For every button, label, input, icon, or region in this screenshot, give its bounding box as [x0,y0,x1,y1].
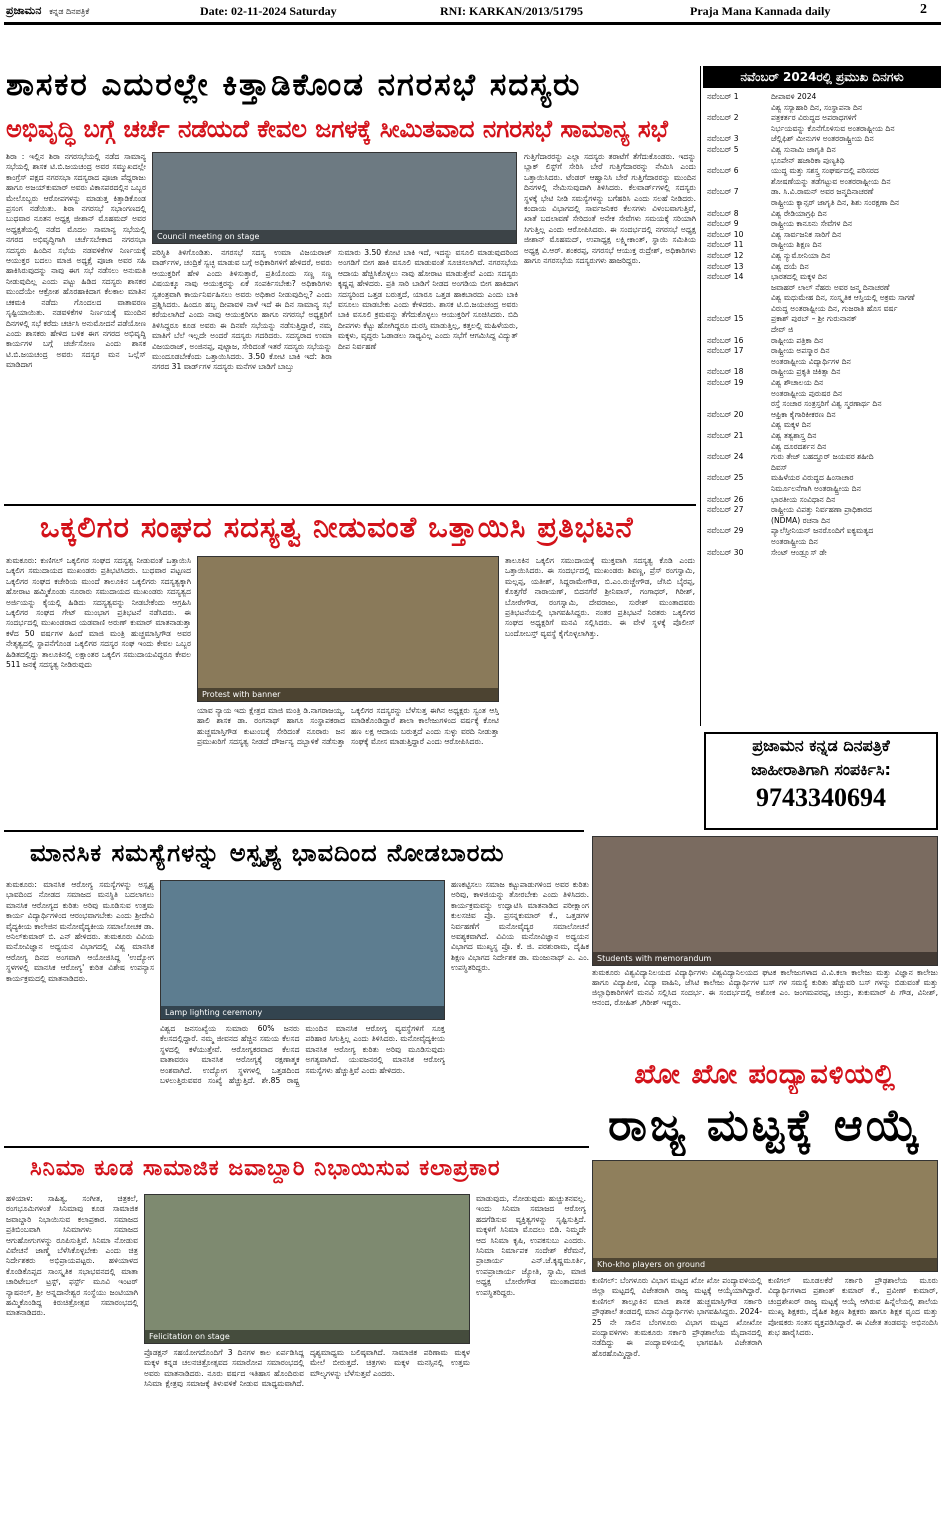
important-day-row [707,219,941,230]
important-day-title: ದೇವ್ ಜಿ [771,325,794,335]
important-day-row [707,262,941,273]
important-day-row [707,314,941,325]
important-day-row [707,484,941,495]
important-day-title: ವಿಶ್ವ ಸುನಾಮಿ ಜಾಗೃತಿ ದಿನ [771,144,836,154]
important-day-title: ಅಂತರಾಷ್ಟ್ರೀಯ ವಿದ್ಯಾರ್ಥಿಗಳ ದಿನ [771,356,851,366]
important-day-title: ನಿರ್ಭಯವನ್ನು ಕೊನೆಗೊಳಿಸುವ ಅಂತರಾಷ್ಟ್ರೀಯ ದಿನ [771,123,895,133]
important-day-row [707,505,941,516]
important-day-row [707,548,941,559]
story1-column-2a: ಪರಿಸ್ಥಿತಿ ತಿಳಿಗೊಂಡಿತು. ನಗರಸಭೆ ಸದಸ್ಯ ಉಮಾ ವಿಜಯರಾಜ್ ವಾರ್ಡ್‌ಗಳ, ಚಂದ್ರಿಕೆ ಸ್ವಚ್ಛ ಮಾಡುವ ಬಗ್ಗೆ ಅಧಿಕಾರಿಗಳಿಗೆ ಹೇಳಿದರೆ, ಅವರು ಆಯುಕ್ತರಿಗೆ ಹೇಳಿ ಎಂದು ತಿಳಿಸುತ್ತಾರೆ, ಪ್ರತಿಯೊಂದು ಸಣ್ಣ ಸಣ್ಣ ವಿಷಯಕ್ಕೂ ನಾವು ಆಯುಕ್ತರನ್ನು ಏಕೆ ಸಂಪರ್ಕಿಸಬೇಕು? ಅಧಿಕಾರಿಗಳು ಸ್ವತಂತ್ರವಾಗಿ ಕಾರ್ಯನಿರ್ವಹಿಸಲು ಅವರು ಅಧಿಕಾರ ನೀಡುವುದಿಲ್ಲ? ಎಂದು ಪ್ರಶ್ನಿಸಿದರು. ಹಿಂದೂ ಹಬ್ಬ ದೀಪಾವಳಿ ನಾಳೆ ಇದೆ ಈ ದಿನ ಸಾಮಾನ್ಯ ಸಭೆ ಕರೆಯಲಾಗಿದೆ ಎಂದು ನಾವು ಆಯುಕ್ತರಿಗೂ ಹಾಗೂ ನಗರಸಭೆ ಅಧ್ಯಕ್ಷರಿಗೆ ತಿಳಿಸಿದ್ದರೂ ಕೂಡ ಅವರು ಈ ದಿನವೇ ಸಭೆಯನ್ನು ನಡೆಸುತ್ತಿದ್ದಾರೆ, ನಮ್ಮ ಮಾತಿಗೆ ಬೆಲೆ ಇಲ್ಲದೇ ಅಂದರೆ ಸದಸ್ಯರು ಗದರಿದರು. ಸದಸ್ಯರಾದ ಉಮಾ ವಿಜಯರಾಜ್, ಅಂಜಿನಪ್ಪ, ಪುಟ್ಟಾಜ, ಸೇರಿದಂತೆ ಇತರೆ ಸದಸ್ಯರು ಸಭೆಯನ್ನು ಮುಂದೂಡಬೇಕೆಂದು ಒತ್ತಾಯಿಸಿದರು. 3.50 ಕೋಟಿ ಬಾಕಿ ಇದೆ: ಶಿರಾ ನಗರದ 31 ವಾರ್ಡ್‌ಗಳ ಸದಸ್ಯರು ಮನೆಗಳ ಬಾಡಿಗೆ ಬಾಬ್ತು [152,248,332,372]
masthead-logo [6,4,156,20]
paper-name: Praja Mana Kannada daily [690,4,831,18]
story3-column-1: ತುಮಕೂರು: ಮಾನಸಿಕ ಆರೋಗ್ಯ ಸಮಸ್ಯೆಗಳನ್ನು ಅಸ್ಪೃಶ್ಯ ಭಾವದಿಂದ ನೋಡದ ಸಮಾಜದ ಮನಸ್ಥಿತಿ ಬದಲಾಗಲು ಮಾನಸಿಕ ಆರೋಗ್ಯದ ಕುರಿತು ಅರಿವು ಮೂಡಿಸುವ ಉತ್ತಮ ಕಾರ್ಯ ವಿದ್ಯಾರ್ಥಿಗಳಿಂದ ಆರಂಭವಾಗಬೇಕು ಎಂದು ಶ್ರೀದೇವಿ ವೈದ್ಯಕೀಯ ಕಾಲೇಜಿನ ಮನೋವೈದ್ಯಕೀಯ ಸಮಾಲೋಚಕ ಡಾ. ಅನಿಲ್‌ಕುಮಾರ್ ಬಿ. ಎನ್ ಹೇಳಿದರು. ತುಮಕೂರು ವಿವಿಯ ಮನೋವಿಜ್ಞಾನ ಅಧ್ಯಯನ ವಿಭಾಗದಲ್ಲಿ ವಿಶ್ವ ಮಾನಸಿಕ ಆರೋಗ್ಯ ದಿನದ ಅಂಗವಾಗಿ ಆಯೋಜಿಸಿದ್ದ 'ಉದ್ಯೋಗ ಸ್ಥಳಗಳಲ್ಲಿ ಮಾನಸಿಕ ಆರೋಗ್ಯ' ಕುರಿತ ವಿಶೇಷ ಉಪನ್ಯಾಸ ಕಾರ್ಯಕ್ರಮದಲ್ಲಿ ಮಾತನಾಡಿದರು. [6,880,154,983]
important-day-title: ನಿರ್ಮೂಲನೆಗಾಗಿ ಅಂತರಾಷ್ಟ್ರೀಯ ದಿನ [771,483,861,493]
important-day-title: ಜೆಲ್ಲಿಫಿಶ್ ಮೀನುಗಳ ಅಂತರರಾಷ್ಟ್ರೀಯ ದಿನ [771,134,874,144]
story2-column-1: ತುಮಕೂರು: ಕುಣಿಗಲ್ ಒಕ್ಕಲಿಗರ ಸಂಘದ ಸದಸ್ಯತ್ವ ನೀಡುವಂತೆ ಒತ್ತಾಯಿಸಿ ಒಕ್ಕಲಿಗ ಸಮುದಾಯದ ಮುಖಂಡರು ಪ್ರತಿಭಟಿಸಿದರು. ಬುಧವಾರ ಪಟ್ಟಣದ ಒಕ್ಕಲಿಗರ ಸಂಘದ ಕಚೇರಿಯ ಮುಂದೆ ತಾಲೂಕಿನ ಒಕ್ಕಲಿಗರು ಸದಸ್ಯತ್ವಕ್ಕಾಗಿ ಹೋರಾಟ ಹಮ್ಮಿಕೊಂಡು ನೂರಾರು ಸಮುದಾಯದ ಮುಖಂಡರು ಸದಸ್ಯತ್ವದ ಅರ್ಜಿಯನ್ನು ಕೈಯಲ್ಲಿ ಹಿಡಿದು ಸದಸ್ಯತ್ವವನ್ನು ನೀಡಬೇಕೆಂದು ಆಗ್ರಹಿಸಿ ಒಕ್ಕಲಿಗರ ಸಂಘದ ಗೇಟ್ ಮುಂಭಾಗ ಪ್ರತಿಭಟನೆ ನಡೆಸಿದರು. ಈ ಸಂದರ್ಭದಲ್ಲಿ ಮುಖಂಡರಾದ ಯಡವಾಣಿ ಅರುಣ್ ಕುಮಾರ್ ಮಾತನಾಡುತ್ತಾ ಕಳೆದ 50 ವರ್ಷಗಳ ಹಿಂದೆ ಮಾಜಿ ಮಂತ್ರಿ ಹುಚ್ಚಮಾಸ್ತಿಗೌಡ ಅವರ ನೇತೃತ್ವದಲ್ಲಿ ಸ್ಥಾಪನೆಗೊಂಡ ಒಕ್ಕಲಿಗರ ಸದಸ್ಯರ ಸಂಘ ಇಂದು ಕೇವಲ ಒಬ್ಬರ ಹಿಡಿತದಲ್ಲಿದ್ದು ತಾಲೂಕಿನಲ್ಲಿ ಲಕ್ಷಾಂತರ ಒಕ್ಕಲಿಗ ಸಮುದಾಯವಿದ್ದರೂ ಕೇವಲ 511 ಜನಕ್ಕೆ ಸದಸ್ಯತ್ವ ನೀಡಿರುವುದು [6,556,191,670]
important-day-row [707,251,941,262]
important-day-title: ಜವಾಹರ್ ಲಾಲ್ ನೆಹರು ಅವರ ಜನ್ಮ ದಿನಾಚರಣೆ [771,282,890,292]
important-day-title: ವಿಶ್ವ ಶೌಚಾಲಯ ದಿನ [771,378,824,388]
important-day-date [707,389,771,400]
story5-photo [592,836,938,966]
advert-line-2: ಜಾಹೀರಾತಿಗಾಗಿ ಸಂಪರ್ಕಿಸಿ: [751,760,891,779]
important-day-row [707,92,941,103]
important-day-date [707,124,771,135]
important-day-date: ನವೆಂಬರ್ 6 [707,166,739,176]
story5-photo-label: Students with memorandum [593,952,937,965]
important-day-date: ನವೆಂಬರ್ 16 [707,335,744,345]
important-day-title: ರಾಷ್ಟ್ರೀಯ ಅಪಸ್ಮಾರ ದಿನ [771,346,830,356]
important-day-title: ಭಾರತೀಯ ಸಂವಿಧಾನ ದಿನ [771,494,836,504]
story2-column-3: ತಾಲೂಕಿನ ಒಕ್ಕಲಿಗ ಸಮುದಾಯಕ್ಕೆ ಮುಕ್ತವಾಗಿ ಸದಸ್ಯತ್ವ ಕೊಡಿ ಎಂದು ಒತ್ತಾಯಿಸಿದರು. ಈ ಸಂದರ್ಭದಲ್ಲಿ ಮುಖಂಡರು ಶಿವಣ್ಣ, ಪ್ರೆಸ್ ರಂಗಸ್ವಾಮಿ, ಮಲ್ಲಪ್ಪ, ಯತೀಶ್, ಸಿದ್ದರಾಮೇಗೌಡ, ಬಿ.ಎಂ.ರುಚ್ಚೇಗೌಡ, ಜೆಸಿಬಿ ಬೈರಪ್ಪ, ಕೊತ್ತಗೆರೆ ನಾರಾಯಣ್, ಬಿದನಗೆರೆ ಶ್ರೀನಿವಾಸ್, ಗಂಗಾಧರ್, ಗಿರೀಶ್, ಬೋರೇಗೌಡ, ರಂಗಸ್ವಾಮಿ, ದೇವರಾಜು, ಸುರೇಶ್ ಮುಂತಾದವರು ಪ್ರತಿಭಟನೆಯಲ್ಲಿ ಭಾಗವಹಿಸಿದ್ದರು. ನಂತರ ಪ್ರತಿಭಟನೆ ನಿರತರು ಒಕ್ಕಲಿಗರ ಸಂಘದ ಅಧ್ಯಕ್ಷರಿಗೆ ಮನವಿ ಸಲ್ಲಿಸಿದರು. ಈ ವೇಳೆ ಸ್ಥಳಕ್ಕೆ ಪೊಲೀಸ್ ಬಂದೋಬಸ್ತ್ ವ್ಯವಸ್ಥೆ ಕೈಗೊಳ್ಳಲಾಗಿತ್ತು. [505,556,695,638]
important-day-row [707,346,941,357]
important-day-date [707,304,771,315]
important-day-title: ವಿಶ್ವ ಸಸ್ಯಾಹಾರಿ ದಿನ, ಸಂಸ್ಥಾಪನಾ ದಿನ [771,102,863,112]
important-day-row [707,516,941,527]
story5-caption: ತುಮಕೂರು ವಿಶ್ವವಿದ್ಯಾನಿಲಯದ ವಿದ್ಯಾರ್ಥಿಗಳು ವಿಶ್ವವಿದ್ಯಾನಿಲಯದ ಘಟಕ ಕಾಲೇಜುಗಳಾದ ವಿ.ವಿ.ಕಲಾ ಕಾಲೇಜು ಮತ್ತು ವಿಜ್ಞಾನ ಕಾಲೇಜು ಹಾಗೂ ವಿದ್ಯಾಪೀಠ, ವಿದ್ಯಾ ವಾಹಿನಿ, ಜೆಸಿಟಿ ಕಾಲೇಜು ವಿದ್ಯಾರ್ಥಿಗಳ ಬಸ್ ಗಳ ಸಮಸ್ಯೆ ಕುರಿತು ಹೆಚ್ಚುವರಿ ಬಸ್ ಗಳನ್ನು ಬಿಡುವಂತೆ ಮತ್ತು ಜಿಲ್ಲಾಧಿಕಾರಿಗಳಿಗೆ ಮನವಿ ಸಲ್ಲಿಸಿದ ಸಂದರ್ಭ. ಈ ಸಂದರ್ಭದಲ್ಲಿ ಅಶೋಕ ಎಂ. ಜಂಗಮಪರಪ್ಪ, ಚಂದ್ರು, ತುಕುಮಾರ್ ಪಿ ಗೌಡ, ವಿನೀಶ್, ಆನಂದ, ರೋಹಿತ್ ,ಗಿರೀಶ್ ಇದ್ದರು. [592,968,938,1007]
important-day-date: ನವೆಂಬರ್ 10 [707,229,744,239]
important-day-title: ಪ್ಯಾಲೆಸ್ತೀನಿಯನ್ ಜನರೊಂದಿಗೆ ಐಕ್ಯಮತ್ಯದ [771,526,874,536]
story2-headline: ಒಕ್ಕಲಿಗರ ಸಂಘದ ಸದಸ್ಯತ್ವ ನೀಡುವಂತೆ ಒತ್ತಾಯಿಸಿ ಪ್ರತಿಭಟನೆ [40,510,634,544]
important-day-date [707,420,771,431]
important-day-title: ಅಂತರಾಷ್ಟ್ರೀಯ ದಿನ [771,536,818,546]
story4-headline: ಸಿನಿಮಾ ಕೂಡ ಸಾಮಾಜಿಕ ಜವಾಬ್ದಾರಿ ನಿಭಾಯಿಸುವ ಕಲಾಪ್ರಕಾರ [30,1156,501,1181]
story3-photo-label: Lamp lighting ceremony [161,1006,444,1019]
story4-column-2: ಪ್ರೊಡಕ್ಷನ್ ಸಹಯೋಗದೊಂದಿಗೆ 3 ದಿನಗಳ ಕಾಲ ಏರ್ಪಡಿಸಿದ್ದ ಮಕ್ಕಳ ಕನ್ನಡ ಚಲನಚಿತ್ರೋತ್ಸವದ ಸಮಾರೋಪ ಸಮಾರಂಭದಲ್ಲಿ ಅವರು ಮಾತನಾಡಿದರು. ನೂರು ವರ್ಷದ ಇತಿಹಾಸ ಹೊಂದಿರುವ ಸಿನಿಮಾ ಕ್ಷೇತ್ರವು ಸಮಾಜಕ್ಕೆ ತಿಳುವಳಿಕೆ ನೀಡುವ ಮಾಧ್ಯಮವಾಗಿದೆ. ದೃಶ್ಯಮಾಧ್ಯಮ ಬಲಿಷ್ಠವಾಗಿದೆ. ಸಾಮಾಜಿಕ ಪರಿಣಾಮ ಮಕ್ಕಳ ಮೇಲೆ ಬೀರುತ್ತದೆ. ಚಿತ್ರಗಳು ಮಕ್ಕಳ ಮನಸ್ಸಿನಲ್ಲಿ ಉತ್ತಮ ಮೌಲ್ಯಗಳನ್ನು ಬೆಳೆಸುತ್ತವೆ ಎಂದರು. [144,1348,470,1389]
important-day-date [707,516,771,527]
important-day-title: ಭೂಪೇನ್ ಹಜಾರಿಕಾ ಪುಣ್ಯತಿಥಿ [771,155,845,165]
important-day-row [707,304,941,315]
important-day-row [707,230,941,241]
important-day-row [707,272,941,283]
important-day-row [707,357,941,368]
story1-headline: ಶಾಸಕರ ಎದುರಲ್ಲೇ ಕಿತ್ತಾಡಿಕೊಂಡ ನಗರಸಭೆ ಸದಸ್ಯರು [6,68,582,103]
important-day-row [707,177,941,188]
story4-photo [144,1194,470,1344]
important-day-date [707,357,771,368]
issue-date: Date: 02-11-2024 Saturday [200,4,337,18]
important-day-date: ನವೆಂಬರ್ 27 [707,505,744,515]
important-day-date: ನವೆಂಬರ್ 21 [707,431,744,440]
important-day-date: ನವೆಂಬರ್ 12 [707,250,744,260]
important-day-title: ಆಫ್ರಿಕಾ ಕೈಗಾರಿಕೀಕರಣ ದಿನ [771,409,836,419]
important-day-date [707,399,771,410]
important-day-title: ಯುದ್ಧ ಮತ್ತು ಸಶಸ್ತ್ರ ಸಂಘರ್ಷದಲ್ಲಿ ಪರಿಸರದ [771,166,879,176]
important-day-date: ನವೆಂಬರ್ 30 [707,547,744,557]
important-day-row [707,166,941,177]
important-day-date: ನವೆಂಬರ್ 29 [707,526,744,536]
story2-photo-label: Protest with banner [198,688,498,701]
important-day-title: ವಿಶ್ವ ದಯೆ ದಿನ [771,261,809,271]
important-day-date: ನವೆಂಬರ್ 24 [707,452,744,462]
important-day-title: ಅಂತರಾಷ್ಟ್ರೀಯ ಪುರುಷರ ದಿನ [771,388,843,398]
important-day-title: ರಾಷ್ಟ್ರೀಯ ಶಿಕ್ಷಣ ದಿನ [771,240,822,250]
story2-column-2: ಯಾವ ನ್ಯಾಯ ಇದು ಕ್ಷೇತ್ರದ ಮಾಜಿ ಮಂತ್ರಿ ಡಿ.ನಾಗರಾಜಯ್ಯ, ಹಾಲಿ ಶಾಸಕ ಡಾ. ರಂಗನಾಥ್ ಹಾಗೂ ಸಂಸ್ಥಾಪಕರಾದ ಹುಚ್ಚಮಾಸ್ತಿಗೌಡ ಕುಟುಂಬಕ್ಕೆ ಸೇರಿದಂತೆ ನೂರಾರು ಜನ ಪ್ರಮುಖರಿಗೆ ಸದಸ್ಯತ್ವ ನೀಡದೆ ದೌರ್ಜನ್ಯ ದಬ್ಬಾಳಿಕೆ ನಡೆಸುತ್ತಾ ಒಕ್ಕಲಿಗರ ಸದಸ್ಯರನ್ನು ಬೆಳೆಸುತ್ತ ಈಗಿನ ಅಧ್ಯಕ್ಷರು ಸ್ವಂತ ಆಸ್ತಿ ಮಾಡಿಕೊಂಡಿದ್ದಾರೆ ಶಾಲಾ ಕಾಲೇಜುಗಳಿಂದ ವರ್ಷಕ್ಕೆ ಕೋಟಿ ಹಣ ಲಕ್ಷ ಆದಾಯ ಬರುತ್ತದೆ ಎಂದು ಸುಳ್ಳು ವರದಿ ನೀಡುತ್ತಾ ಸಂಘಕ್ಕೆ ಮೋಸ ಮಾಡುತ್ತಿದ್ದಾರೆ ಎಂದು ಆರೋಪಿಸಿದರು. [197,706,499,747]
important-day-row [707,134,941,145]
important-day-row [707,293,941,304]
story6-headline-line1: ಖೋ ಖೋ ಪಂದ್ಯಾವಳಿಯಲ್ಲಿ [634,1059,896,1090]
important-day-row [707,431,941,442]
important-day-row [707,145,941,156]
important-day-date: ನವೆಂಬರ್ 7 [707,187,739,197]
important-day-title: ಸೇಂಟ್ ಆಂಡ್ರ್ಯೂಸ್ ಡೇ [771,547,827,557]
important-day-title: ಗುರು ತೇಜ್ ಬಹದ್ದೂರ್ ಜಯವರ ಶಹೀದಿ [771,452,874,462]
important-day-date [707,177,771,188]
important-day-date [707,325,771,336]
important-day-title: ವಿಶ್ವ ಮಧುಮೇಹ ದಿನ, ಸಂಸ್ಕೃತಿಕ ಆಸ್ತಿಯಲ್ಲಿ ಅಕ್ರಮ ಸಾಗಣೆ [771,293,915,303]
important-day-title: ಮಹಿಳೆಯರ ವಿರುದ್ಧದ ಹಿಂಸಾಚಾರ [771,473,854,483]
logo-text: ಪ್ರಜಾಮನ [6,4,42,17]
important-day-row [707,420,941,431]
important-day-row [707,283,941,294]
masthead [0,0,945,66]
page-number: 2 [920,2,927,17]
rni-number: RNI: KARKAN/2013/51795 [440,4,583,18]
important-day-date: ನವೆಂಬರ್ 26 [707,494,744,504]
important-day-row [707,240,941,251]
story1-subheadline: ಅಭಿವೃದ್ಧಿ ಬಗ್ಗೆ ಚರ್ಚೆ ನಡೆಯದೆ ಕೇವಲ ಜಗಳಕ್ಕೆ ಸೀಮಿತವಾದ ನಗರಸಭೆ ಸಾಮಾನ್ಯ ಸಭೆ [6,115,668,143]
important-day-title: ದಿವಸ್ [771,462,788,472]
important-day-row [707,442,941,453]
story1-photo-label: Council meeting on stage [153,230,516,243]
divider [4,830,584,832]
important-day-row [707,336,941,347]
important-day-row [707,156,941,167]
important-day-row [707,103,941,114]
important-day-title: ರಾಷ್ಟ್ರೀಯ ಕಾನೂನು ಸೇವೆಗಳ ದಿನ [771,219,853,229]
important-day-date [707,156,771,167]
important-day-title: ವಿಶ್ವ ಮಕ್ಕಳ ದಿನ [771,420,811,430]
important-day-row [707,187,941,198]
important-day-date: ನವೆಂಬರ್ 25 [707,473,744,483]
important-day-date: ನವೆಂಬರ್ 11 [707,240,744,250]
important-day-date [707,463,771,474]
important-day-row [707,367,941,378]
story6-headline-line2: ರಾಜ್ಯ ಮಟ್ಟಕ್ಕೆ ಆಯ್ಕೆ [608,1100,922,1151]
important-day-title: ಭಾರತದಲ್ಲಿ ಮಕ್ಕಳ ದಿನ [771,272,827,282]
important-day-title: ವಿಶ್ವ ಸಾರ್ವಜನಿಕ ಸಾರಿಗೆ ದಿನ [771,229,842,239]
important-day-title: (NDMA) ರಚನಾ ದಿನ [771,515,831,525]
story1-column-1: ಶಿರಾ : ಇಲ್ಲಿನ ಶಿರಾ ನಗರಸಭೆಯಲ್ಲಿ ನಡೆದ ಸಾಮಾನ್ಯ ಸಭೆಯಲ್ಲಿ ಶಾಸಕ ಟಿ.ಬಿ.ಜಯಚಂದ್ರ ಅವರ ಸಮ್ಮುಖದಲ್ಲೇ ಕಾಂಗ್ರೆಸ್ ಪಕ್ಷದ ನಗರಸಭಾ ಸದಸ್ಯರಾದ ಪೂಜಾ ಪೆದ್ದರಾಜು ಹಾಗೂ ಅಜಯ್‌ಕುಮಾರ್ ಅವರು ವಿಕಾಸಪರದಲ್ಲಿನ ಒಬ್ಬರ ಮೇಲೊಬ್ಬರು ಆರೋಪಗಳನ್ನು ಮಾಡುತ್ತ ಕಿತ್ತಾಡಿಕೊಂಡ ಪ್ರಸಂಗ ನಡೆಯಿತು. ಶಿರಾ ನಗರಸಭೆ ಸಭಾಂಗಣದಲ್ಲಿ ಬುಧವಾರ ನೂತನ ಅಧ್ಯಕ್ಷ ಜೀಶಾನ್ ಮೊಹಮದ್ ಅವರ ಅಧ್ಯಕ್ಷತೆಯಲ್ಲಿ ನಡೆದ ಮೊದಲ ಸಾಮಾನ್ಯ ಸಭೆಯಲ್ಲಿ ನಗರದ ಅಭಿವೃದ್ಧಿಗಾಗಿ ಚರ್ಚೆಸಬೇಕಾದ ನಗರಸಭಾ ಸದಸ್ಯರು ಹಿಂದಿನ ಸಭೆಯ ನಡವಳಿಕೆಗಳ ನಿರ್ಣಯಕ್ಕೆ ಆಯುಕ್ತರ ಬದಲು ಮಾಜಿ ಅಧ್ಯಕ್ಷೆ ಪೂಜಾ ಅವರ ಸಹಿ ಹಾಕಿಸಿರುವುದನ್ನು ನಾವು ಈಗ ಸಭೆ ನಡೆಸಲು ಅನುಮತಿ ನೀಡುವುದಿಲ್ಲ ಎಂದು ಪಟ್ಟು ಹಿಡಿದ ಸದಸ್ಯರು ಶಾಸಕರ ಮುಂದೆಯೇ ಆಕ್ರೋಶ ಹೊರಹಾಕಿದಾಗ ಕೆಲಕಾಲ ಮಾತಿನ ಚಕಮಕಿ ನಡೆದು ಗೊಂದಲದ ವಾತಾವರಣ ಸೃಷ್ಟಿಯಾಯಿತು. ನಡವಳಿಕೆಗಳ ನಿರ್ಣಯಕ್ಕೆ ಮುಂದಿನ ದಿನಗಳಲ್ಲಿ ಸಭೆ ಕರೆದು ಚರ್ಚಿಸಿ ಅನುಮೋದನೆ ಪಡೆಯೋಣ ಎಂದು ಶಾಸಕರು ಹೇಳಿದ ಬಳಿಕ ಈಗ ನಗರದ ಅಭಿವೃದ್ಧಿ ಕಾರ್ಯಗಳ ಬಗ್ಗೆ ಚರ್ಚೆಸೋಣ ಎಂದು ಶಾಸಕ ಟಿ.ಬಿ.ಜಯಚಂದ್ರ ಅವರು ಸದಸ್ಯರ ಮನ ಒಲ್ಲೆಸ್ ಮಾಡಿದಾಗ [6,152,146,370]
important-day-row [707,473,941,484]
important-day-row [707,526,941,537]
story3-column-2: ವಿಶ್ವದ ಜನಸಂಖ್ಯೆಯ ಸುಮಾರು 60% ಜನರು ಕೆಲಸದಲ್ಲಿದ್ದಾರೆ. ನಮ್ಮ ಜೀವನದ ಹೆಚ್ಚಿನ ಸಮಯ ಕೆಲಸದ ಸ್ಥಳದಲ್ಲಿ ಕಳೆಯುತ್ತೇವೆ. ಆರೋಗ್ಯಕರವಾದ ಕೆಲಸದ ವಾತಾವರಣ ಮಾನಸಿಕ ಆರೋಗ್ಯಕ್ಕೆ ರಕ್ಷಣಾತ್ಮಕ ಅಂಶವಾಗಿದೆ. ಉದ್ಯೋಗ ಸ್ಥಳಗಳಲ್ಲಿ ಒತ್ತಡದಿಂದ ಬಳಲುತ್ತಿರುವವರ ಸಂಖ್ಯೆ ಹೆಚ್ಚುತ್ತಿದೆ. ಶೇ.85 ರಾಷ್ಟ್ರ ಮುಂದಿನ ಮಾನಸಿಕ ಆರೋಗ್ಯ ವ್ಯವಸ್ಥೆಗಳಿಗೆ ಸೂಕ್ತ ಪರಿಹಾರ ಸಿಗುತ್ತಿಲ್ಲ ಎಂದು ತಿಳಿಸಿದರು. ಮನೋವೈದ್ಯಕೀಯ ಮಾನಸಿಕ ಆರೋಗ್ಯ ಕುರಿತು ಅರಿವು ಮೂಡಿಸುವುದು ಅಗತ್ಯವಾಗಿದೆ. ಯುವಜನರಲ್ಲಿ ಮಾನಸಿಕ ಆರೋಗ್ಯ ಸಮಸ್ಯೆಗಳು ಹೆಚ್ಚುತ್ತಿವೆ ಎಂದು ಹೇಳಿದರು. [160,1024,445,1086]
important-day-date [707,283,771,294]
important-day-title: ಶೋಷಣೆಯನ್ನು ತಡೆಗಟ್ಟುವ ಅಂತರರಾಷ್ಟ್ರೀಯ ದಿನ [771,176,891,186]
important-day-date: ನವೆಂಬರ್ 14 [707,272,744,282]
story4-photo-label: Felicitation on stage [145,1330,469,1343]
story4-column-3: ಮಾಡುವುದು, ನೋಡುವುದು ಹುಚ್ಚುತನವಲ್ಲ. ಇಂದು ಸಿನಿಮಾ ಸಮಾಜದ ಆರೋಗ್ಯ ಹದಗೆಡಿಸುವ ವ್ಯಕ್ತಿತ್ವಗಳನ್ನು ಸೃಷ್ಟಿಸುತ್ತಿದೆ. ಮಕ್ಕಳಿಗೆ ಸಿನಿಮಾ ಮೊದಲು ಬಿಡಿ. ನಿಮ್ಮದೇ ಆದ ಸಿನಿಮಾ ಕೃಷಿ, ಉಪಕಸುಬು ಎಂದರು. ಸಿನಿಮಾ ನಿರ್ಮಾಪಕ ಸಂದೇಶ್ ಕೆರೆಮನೆ, ಪ್ರಾಚಾರ್ಯ ಎನ್.ಜೆ.ಕೃಷ್ಣಮೂರ್ತಿ, ಉಪಪ್ರಾಚಾರ್ಯ ಜ್ಯೋತಿ, ಸ್ವಾಮಿ, ಮಾಜಿ ಅಧ್ಯಕ್ಷ ಬೋರೇಗೌಡ ಮುಂತಾದವರು ಉಪಸ್ಥಿತರಿದ್ದರು. [476,1194,586,1297]
important-day-date: ನವೆಂಬರ್ 8 [707,208,739,218]
important-day-date [707,537,771,548]
important-day-row [707,410,941,421]
important-day-row [707,124,941,135]
story1-photo [152,152,517,244]
important-days-list [707,92,941,722]
important-day-title: ರಾಷ್ಟ್ರೀಯ ಪತ್ರಿಕಾ ದಿನ [771,335,824,345]
important-day-date: ನವೆಂಬರ್ 3 [707,134,739,144]
story3-column-3: ಹಣಕಟ್ಟಿಸಲು ಸಮಾಜ ಕಟ್ಟುಪಾಡುಗಳಿಂದ ಅವರ ಕುರಿತು ಅರಿವು, ಕಾಳಜಿಯನ್ನು ತೋರಬೇಕು ಎಂದು ತಿಳಿಸಿದರು. ಕಾರ್ಯಕ್ರಮವನ್ನು ಉದ್ಘಾಟಿಸಿ ಮಾತನಾಡಿದ ಪರೀಕ್ಷಾಂಗ ಕುಲಸಚಿವ ಪ್ರೊ. ಪ್ರಸನ್ನಕುಮಾರ್ ಕೆ., ಒತ್ತಡಗಳ ನಿರ್ವಹಣೆಗೆ ಮನೋವೈದ್ಯರ ಸಮಾಲೋಚನೆ ಅವಶ್ಯಕವಾಗಿದೆ. ವಿವಿಯ ಮನೋವಿಜ್ಞಾನ ಅಧ್ಯಯನ ವಿಭಾಗದ ಮುಖ್ಯಸ್ಥ ಪ್ರೊ. ಕೆ. ಜಿ. ಪರಶುರಾಮ, ದೈಹಿಕ ಶಿಕ್ಷಣ ವಿಭಾಗದ ನಿರ್ದೇಶಕ ಡಾ. ಮಂಜುನಾಥ್ ಎ. ಎಂ. ಉಪಸ್ಥಿತರಿದ್ದರು. [451,880,589,973]
important-day-date: ನವೆಂಬರ್ 20 [707,409,744,419]
important-days-title: ನವೆಂಬರ್ 2024ರಲ್ಲಿ ಪ್ರಮುಖ ದಿನಗಳು [703,66,941,88]
story3-photo [160,880,445,1020]
important-day-title: ವಿಶ್ವ ತತ್ವಶಾಸ್ತ್ರ ದಿನ [771,431,817,440]
story1-column-3: ಗುತ್ತಿಗೆದಾರರನ್ನು ಎಲ್ಲಾ ಸದಸ್ಯರು ತರಾಟೆಗೆ ತೆಗೆದುಕೊಂಡರು. ಇದನ್ನು ಬ್ಲಾಕ್ ಲಿಸ್ಟ್‌ಗೆ ಸೇರಿಸಿ ಬೇರೆ ಗುತ್ತಿಗೆದಾರರನ್ನು ನೇಮಿಸಿ ಎಂದು ಒತ್ತಾಯಿಸಿದರು. ಟೆಂಡರ್ ಆಹ್ವಾನಿಸಿ ಬೇರೆ ಗುತ್ತಿಗೆದಾರರನ್ನು ಮುಂದಿನ ದಿನಗಳಲ್ಲಿ ನೇಮಿಸುವುದಾಗಿ ತಿಳಿಸಿದರು. ಕೆಲವಾರ್ಡ್‌ಗಳಲ್ಲಿ ಸದಸ್ಯರು ಸ್ಥಳಕ್ಕೆ ಭೇಟಿ ನೀಡಿ ಸಮಸ್ಯೆಗಳನ್ನು ಬಗೆಹರಿಸಿ ಎಂದು ಸಲಹೆ ನೀಡಿದರು. ಕಂದಾಯ ವಿಭಾಗದಲ್ಲಿ ಸಾರ್ವಜನಿಕರ ಕೆಲಸಗಳು ವಿಳಂಬವಾಗುತ್ತಿವೆ, ಖಾತೆ ಬದಲಾವಣೆ ಸೇರಿದಂತೆ ಅನೇಕ ಸೇವೆಗಳು ಸಮಯಕ್ಕೆ ಸರಿಯಾಗಿ ಸಿಗುತ್ತಿಲ್ಲ ಎಂದು ಆರೋಪಿಸಿದರು. ಈ ಸಂದರ್ಭದಲ್ಲಿ ನಗರಸಭೆ ಅಧ್ಯಕ್ಷ ಜೀಶಾನ್ ಮೊಹಮದ್, ಉಪಾಧ್ಯಕ್ಷ ಲಕ್ಷ್ಮೀಕಾಂತ್, ಸ್ಥಾಯಿ ಸಮಿತಿಯ ಅಧ್ಯಕ್ಷ ವಿ.ಆರ್. ಶಂಕರಪ್ಪ, ನಗರಸಭೆ ಆಯುಕ್ತ ರುದ್ರೇಶ್, ಅಧಿಕಾರಿಗಳು ಹಾಗೂ ನಗರಸಭೆಯ ಸದಸ್ಯರುಗಳು ಹಾಜರಿದ್ದರು. [524,152,696,266]
masthead-tagline: ಕನ್ನಡ ದಿನಪತ್ರಿಕೆ [49,7,90,16]
important-day-row [707,463,941,474]
important-day-date [707,293,771,304]
important-day-date: ನವೆಂಬರ್ 5 [707,144,739,154]
story2-photo [197,556,499,702]
important-day-title: ರಾಷ್ಟ್ರೀಯ ಪ್ರಕೃತಿ ಚಿಕಿತ್ಸಾ ದಿನ [771,367,841,377]
important-day-title: ದೀಪಾವಳಿ 2024 [771,92,817,101]
advert-box [704,732,938,830]
important-day-title: ಪತ್ರಕರ್ತರ ವಿರುದ್ಧದ ಅಪರಾಧಗಳಿಗೆ [771,113,857,123]
important-day-row [707,325,941,336]
important-day-row [707,209,941,220]
story6-column-2: ಕುಣಿಗಲ್ ಮೂಡಲಕೆರೆ ಸರ್ಕಾರಿ ಪ್ರೌಢಶಾಲೆಯ ಮೂರು ವಿದ್ಯಾರ್ಥಿಗಳಾದ ಪ್ರಶಾಂತ್ ಕುಮಾರ್ ಕೆ., ಪ್ರವೀಣ್ ಕುಮಾರ್, ಚಂದ್ರಶೇಖರ್ ರಾಜ್ಯ ಮಟ್ಟಕ್ಕೆ ಆಯ್ಕೆ ಆಗಿರುವ ಹಿನ್ನೆಲೆಯಲ್ಲಿ ಶಾಲೆಯ ಮುಖ್ಯ ಶಿಕ್ಷಕರು, ದೈಹಿಕ ಶಿಕ್ಷಣ ಶಿಕ್ಷಕರು ಹಾಗೂ ಶಿಕ್ಷಕ ವೃಂದ ಮತ್ತು ಪೋಷಕರು ಸಂತಸ ವ್ಯಕ್ತಪಡಿಸಿದ್ದಾರೆ. ಈ ವಿಜೇತ ತಂಡವನ್ನು ಅಭಿನಂದಿಸಿ ಶುಭ ಹಾರೈಸಿದರು. [768,1276,938,1338]
important-day-date: ನವೆಂಬರ್ 19 [707,378,744,388]
story4-column-1: ಹಳಿಯಾಳ: ಸಾಹಿತ್ಯ, ಸಂಗೀತ, ಚಿತ್ರಕಲೆ, ರಂಗಭೂಮಿಗಳಂತೆ ಸಿನಿಮಾವು ಕೂಡ ಸಾಮಾಜಿಕ ಜವಾಬ್ದಾರಿ ನಿಭಾಯಿಸುವ ಕಲಾಪ್ರಕಾರ. ಸಮಾಜದ ಪ್ರತಿಬಿಂಬವಾಗಿ ಸಿನಿಮಾಗಳು ಸಮಾಜದ ಆಗುಹೋಗುಗಳನ್ನು ರೂಪಿಸುತ್ತಿವೆ. ಸಿನಿಮಾ ನೋಡುವ ವಿವೇಚನೆ ಜಾಣ್ಮೆ ಬೆಳೆಸಿಕೊಳ್ಳಬೇಕು ಎಂದು ಚಿತ್ರ ನಿರ್ದೇಶಕರು ಅಭಿಪ್ರಾಯಪಟ್ಟರು. ಹಳಿಯಾಳದ ಕೊಂಡಿಕೊಪ್ಪದ ಸಾಂಸ್ಕೃತಿಕ ಸಭಾಭವನದಲ್ಲಿ ಮಾತಾ ಚಾರಿಟೇಬಲ್ ಟ್ರಸ್ಟ್, ಫರ್ಸ್ಟ್ ಮೂವಿ ಇಂಟರ್ ನ್ಯಾಷನಲ್, ಶ್ರೀ ಅನ್ನದಾನೇಶ್ವರ ಸಂಸ್ಥೆಯು ಜಂಟಿಯಾಗಿ ಹಮ್ಮಿಕೊಂಡಿದ್ದ ಕಿರುಚಿತ್ರೋತ್ಸವ ಸಮಾರಂಭದಲ್ಲಿ ಮಾತನಾಡಿದರು. [6,1194,138,1318]
important-day-date: ನವೆಂಬರ್ 2 [707,113,739,123]
important-day-date: ನವೆಂಬರ್ 15 [707,314,744,324]
important-day-date [707,103,771,114]
important-day-date: ನವೆಂಬರ್ 17 [707,346,744,356]
divider [4,1146,589,1148]
important-day-title: ರಸ್ತೆ ಸಂಚಾರ ಸಂತ್ರಸ್ತರಿಗೆ ವಿಶ್ವ ಸ್ಮರಣಾರ್ಥ ದಿನ [771,399,882,409]
important-day-title: ಪ್ರಕಾಶ್ ಪುರಬ್ – ಶ್ರೀ ಗುರುನಾನಕ್ [771,314,857,324]
important-day-row [707,537,941,548]
story6-photo-label: Kho-kho players on ground [593,1258,937,1271]
important-day-row [707,113,941,124]
important-day-title: ರಾಷ್ಟ್ರೀಯ ಕ್ಯಾನ್ಸರ್ ಜಾಗೃತಿ ದಿನ, ಶಿಶು ಸಂರಕ್ಷಣಾ ದಿನ [771,197,900,207]
important-day-title: ವಿಶ್ವ ರೇಡಿಯಾಗ್ರಫಿ ದಿನ [771,208,827,218]
important-day-date [707,484,771,495]
important-day-date: ನವೆಂಬರ್ 13 [707,261,744,271]
important-day-date [707,442,771,453]
important-day-title: ರಾಷ್ಟ್ರೀಯ ವಿಪತ್ತು ನಿರ್ವಹಣಾ ಪ್ರಾಧಿಕಾರದ [771,505,873,515]
story1-column-2b: ಸುಮಾರು 3.50 ಕೋಟಿ ಬಾಕಿ ಇದೆ, ಇದನ್ನು ವಸೂಲಿ ಮಾಡುವುದರಿಂದ ಅಂಗಡಿಗೆ ಬೀಗ ಹಾಕಿ ವಸೂಲಿ ಮಾಡುವಂತೆ ಸೂಚಿಸಲಾಗಿದೆ. ನಗರಸಭೆಯ ಆದಾಯ ಹೆಚ್ಚಿಸಿಕೊಳ್ಳಲು ನಾವು ಹೋರಾಟ ಮಾಡುತ್ತೇವೆ ಎಂದು ಸದಸ್ಯರು ಕೃಷ್ಣಪ್ಪ ಹೇಳಿದರು. ಪ್ರತಿ ಸಾರಿ ಬಾಡಿಗೆ ನೀಡದ ಅಂಗಡಿಯ ಬೀಗ ಹಾಕಿದಾಗ ಸದಸ್ಯರಿಂದ ಒತ್ತಡ ಬರುತ್ತದೆ, ಯಾರೂ ಒತ್ತಡ ಹಾಕಬಾರದು ಎಂದು ಬಾಕಿ ವಸೂಲು ಮಾಡಬೇಕು ಎಂದು ಕೇಳಿದರು. ಶಾಸಕ ಟಿ.ಬಿ.ಜಯಚಂದ್ರ ಅವರು ಬಾಕಿ ವಸೂಲಿ ಕ್ರಮವನ್ನು ತೆಗೆದುಕೊಳ್ಳಲು ಆಯುಕ್ತರಿಗೆ ಸೂಚಿಸಿದರು. ಬಿದಿ ದೀಪಗಳು ಕೆಟ್ಟು ಹೋಗಿದ್ದರೂ ದುರಸ್ತಿ ಮಾಡುತ್ತಿಲ್ಲ, ಕತ್ತಲಲ್ಲಿ ಮಹಿಳೆಯರು, ಮಕ್ಕಳು, ವೃದ್ಧರು ಓಡಾಡಲು ಸಾಧ್ಯವಿಲ್ಲ ಎಂದು ಸಭೆಗೆ ಆಗಮಿಸಿದ್ದ ವಿದ್ಯುತ್ ದೀಪ ನಿರ್ವಹಣೆ [338,248,518,351]
important-day-row [707,389,941,400]
important-days-panel [700,66,942,726]
advert-line-1: ಪ್ರಜಾಮನ ಕನ್ನಡ ದಿನಪತ್ರಿಕೆ [752,736,890,755]
important-day-row [707,452,941,463]
important-day-title: ಡಾ. ಸಿ.ವಿ.ರಾಮನ್ ಅವರ ಜನ್ಮದಿನಾಚರಣೆ [771,187,874,197]
divider [4,504,696,506]
masthead-rule [4,22,941,25]
story6-photo [592,1160,938,1272]
advert-phone: 9743340694 [756,783,886,812]
important-day-title: ವಿಶ್ವ ದೂರದರ್ಶನ ದಿನ [771,441,827,451]
important-day-row [707,399,941,410]
important-day-date: ನವೆಂಬರ್ 18 [707,367,744,377]
important-day-date [707,198,771,209]
important-day-title: ವಿರುದ್ಧ ಅಂತರಾಷ್ಟ್ರೀಯ ದಿನ, ಗುಜರಾತಿ ಹೊಸ ವರ್ಷ [771,303,898,313]
important-day-date: ನವೆಂಬರ್ 1 [707,92,739,101]
story3-headline: ಮಾನಸಿಕ ಸಮಸ್ಯೆಗಳನ್ನು ಅಸ್ಪೃಶ್ಯ ಭಾವದಿಂದ ನೋಡಬಾರದು [30,839,505,867]
story6-column-1: ಕುಣಿಗಲ್: ಬೆಂಗಳೂರು ವಿಭಾಗ ಮಟ್ಟದ ಖೋ ಖೋ ಪಂದ್ಯಾವಳಿಯಲ್ಲಿ ಜಿಲ್ಲಾ ಮಟ್ಟದಲ್ಲಿ ವಿಜೇತರಾಗಿ ರಾಜ್ಯ ಮಟ್ಟಕ್ಕೆ ಆಯ್ಕೆಯಾಗಿದ್ದಾರೆ. ಕುಣಿಗಲ್ ತಾಲ್ಲೂಕಿನ ಮಾಜಿ ಶಾಸಕ ಹುಚ್ಚಮಾಸ್ತಿಗೌಡ ಸರ್ಕಾರಿ ಪ್ರೌಢಶಾಲೆ ತಂಡದಲ್ಲಿ ಮಾನ ವಿದ್ಯಾರ್ಥಿಗಳು ಭಾಗವಹಿಸಿದ್ದರು. 2024-25 ನೇ ಸಾಲಿನ ಬೆಂಗಳೂರು ವಿಭಾಗ ಮಟ್ಟದ ಖೋಖೋ ಪಂದ್ಯಾವಳಿಗಳು ತುಮಕೂರು ಸರ್ಕಾರಿ ಪ್ರೌಢಶಾಲೆಯ ಮೈದಾನದಲ್ಲಿ ನಡೆದಿದ್ದು ಈ ಪಂದ್ಯಾವಳಿಯಲ್ಲಿ ಭಾಗವಹಿಸಿ ವಿಜೇತರಾಗಿ ಹೊರಹೊಮ್ಮಿದ್ದಾರೆ. [592,1276,762,1358]
important-day-date: ನವೆಂಬರ್ 9 [707,219,739,229]
important-day-row [707,198,941,209]
important-day-row [707,378,941,389]
important-day-title: ವಿಶ್ವ ನ್ಯುಮೋನಿಯಾ ದಿನ [771,250,831,260]
important-day-row [707,495,941,506]
